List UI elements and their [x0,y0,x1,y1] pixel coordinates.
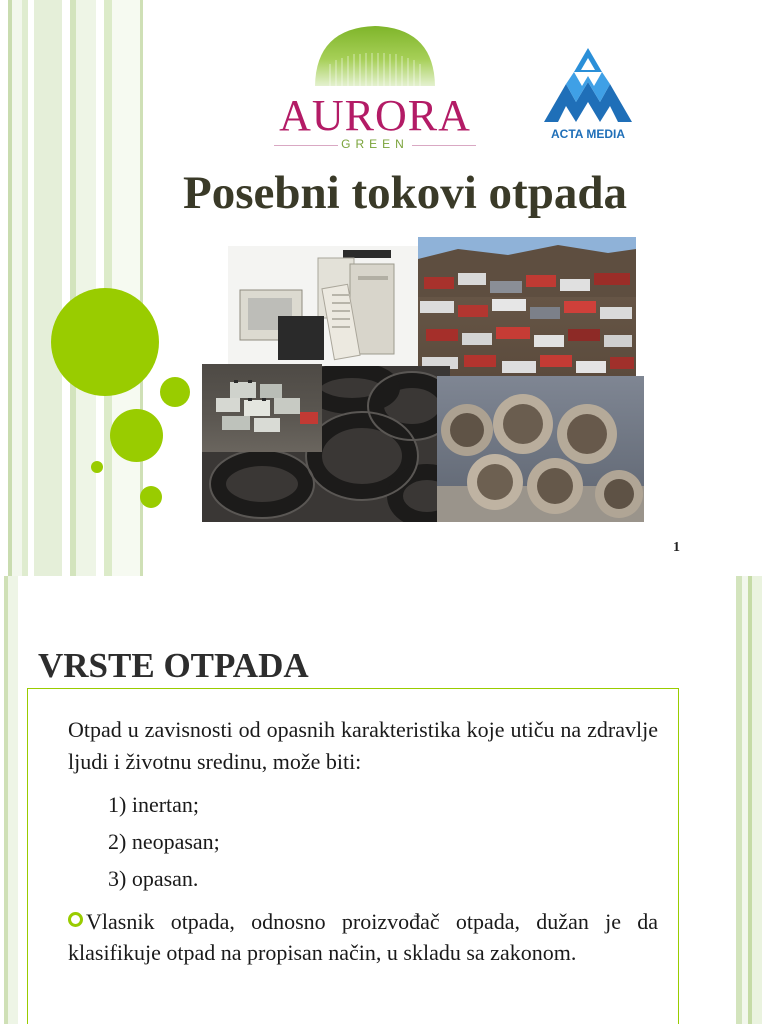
aurora-wordmark: AURORA [279,91,471,140]
photo-car-scrapyard [418,237,636,383]
decorative-stripes [0,0,150,576]
list-item: 3) opasan. [108,866,199,891]
decorative-circle-tiny [91,461,103,473]
decorative-stripe-left [0,576,22,1024]
aurora-subtitle: GREEN [341,137,409,151]
photo-asbestos-pipes [437,376,644,522]
acta-mark-icon [538,46,638,126]
decorative-circle-small-2 [140,486,162,508]
slide-1-title: Posebni tokovi otpada [183,167,627,219]
acta-media-wordmark: ACTA MEDIA [551,127,625,141]
acta-media-logo [538,46,638,146]
slide-2 [0,576,768,1024]
decorative-circle-small [160,377,190,407]
aurora-arc-icon [270,24,480,92]
photo-electronic-waste [228,246,418,366]
bullet-text: Vlasnik otpada, odnosno proizvođač otpada, dužan je da klasifikuje otpad na propisan način, u skladu sa zakonom. [68,909,658,965]
decorative-stripe-right [732,576,768,1024]
waste-type-list [108,792,220,903]
aurora-green-logo [270,24,480,156]
aurora-rule-right [412,145,476,146]
list-item: 1) inertan; [108,792,200,817]
decorative-circle-large [51,288,159,396]
page-number: 1 [673,540,680,555]
ring-bullet-icon [68,912,83,927]
decorative-circle-medium [110,409,163,462]
bullet-paragraph [68,906,658,968]
slide-2-title: VRSTE OTPADA [38,646,309,685]
intro-paragraph: Otpad u zavisnosti od opasnih karakteristika koje utiču na zdravlje ljudi i životnu sredinu, može biti: [68,717,658,774]
list-item: 2) neopasan; [108,829,220,854]
photo-used-batteries [202,364,322,452]
